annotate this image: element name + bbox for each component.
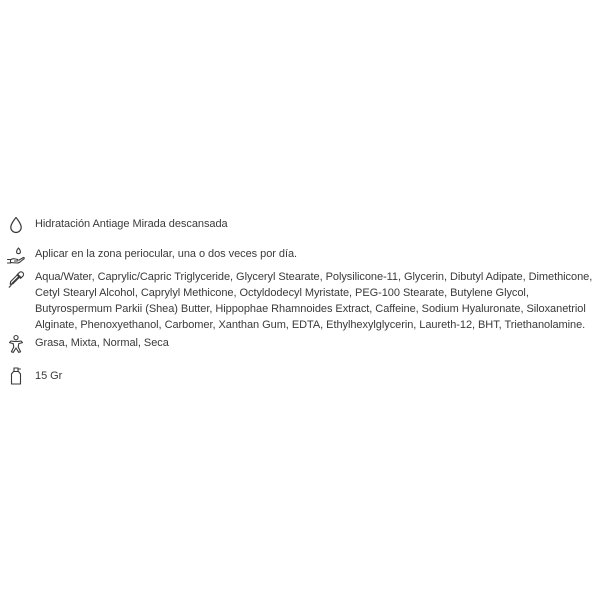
skin-type-text: Grasa, Mixta, Normal, Seca — [35, 337, 169, 349]
dropper-icon — [6, 270, 26, 290]
usage-text: Aplicar en la zona periocular, una o dos veces por día. — [35, 248, 298, 260]
ingredients-text: Aqua/Water, Caprylic/Capric Triglyceride, Glyceryl Stearate, Polysilicone-11, Glycerin, Dibutyl Adipate, Dimethicone, Cetyl Stearyl Alcohol, Caprylyl Methicone, Octyldodecyl Myristate, PEG-100 Stearate, Butylene Glycol, Butyrospermum Parkii (Shea) Butter, Hippophae Rhamnoides Extract, Caffeine, Sodium Hyaluronate, Siloxanetriol Alginate, Phenoxyethanol, Carbomer, Xanthan Gum, EDTA, Ethylhexylglycerin, Laureth-12, BHT, Triethanolamine. — [35, 271, 593, 331]
person-icon — [6, 334, 26, 354]
hand-apply-icon — [6, 245, 26, 265]
size-text: 15 Gr — [35, 370, 63, 382]
droplet-icon — [6, 215, 26, 235]
benefit-text: Hidratación Antiage Mirada descansada — [35, 218, 228, 230]
bottle-icon — [6, 366, 26, 386]
